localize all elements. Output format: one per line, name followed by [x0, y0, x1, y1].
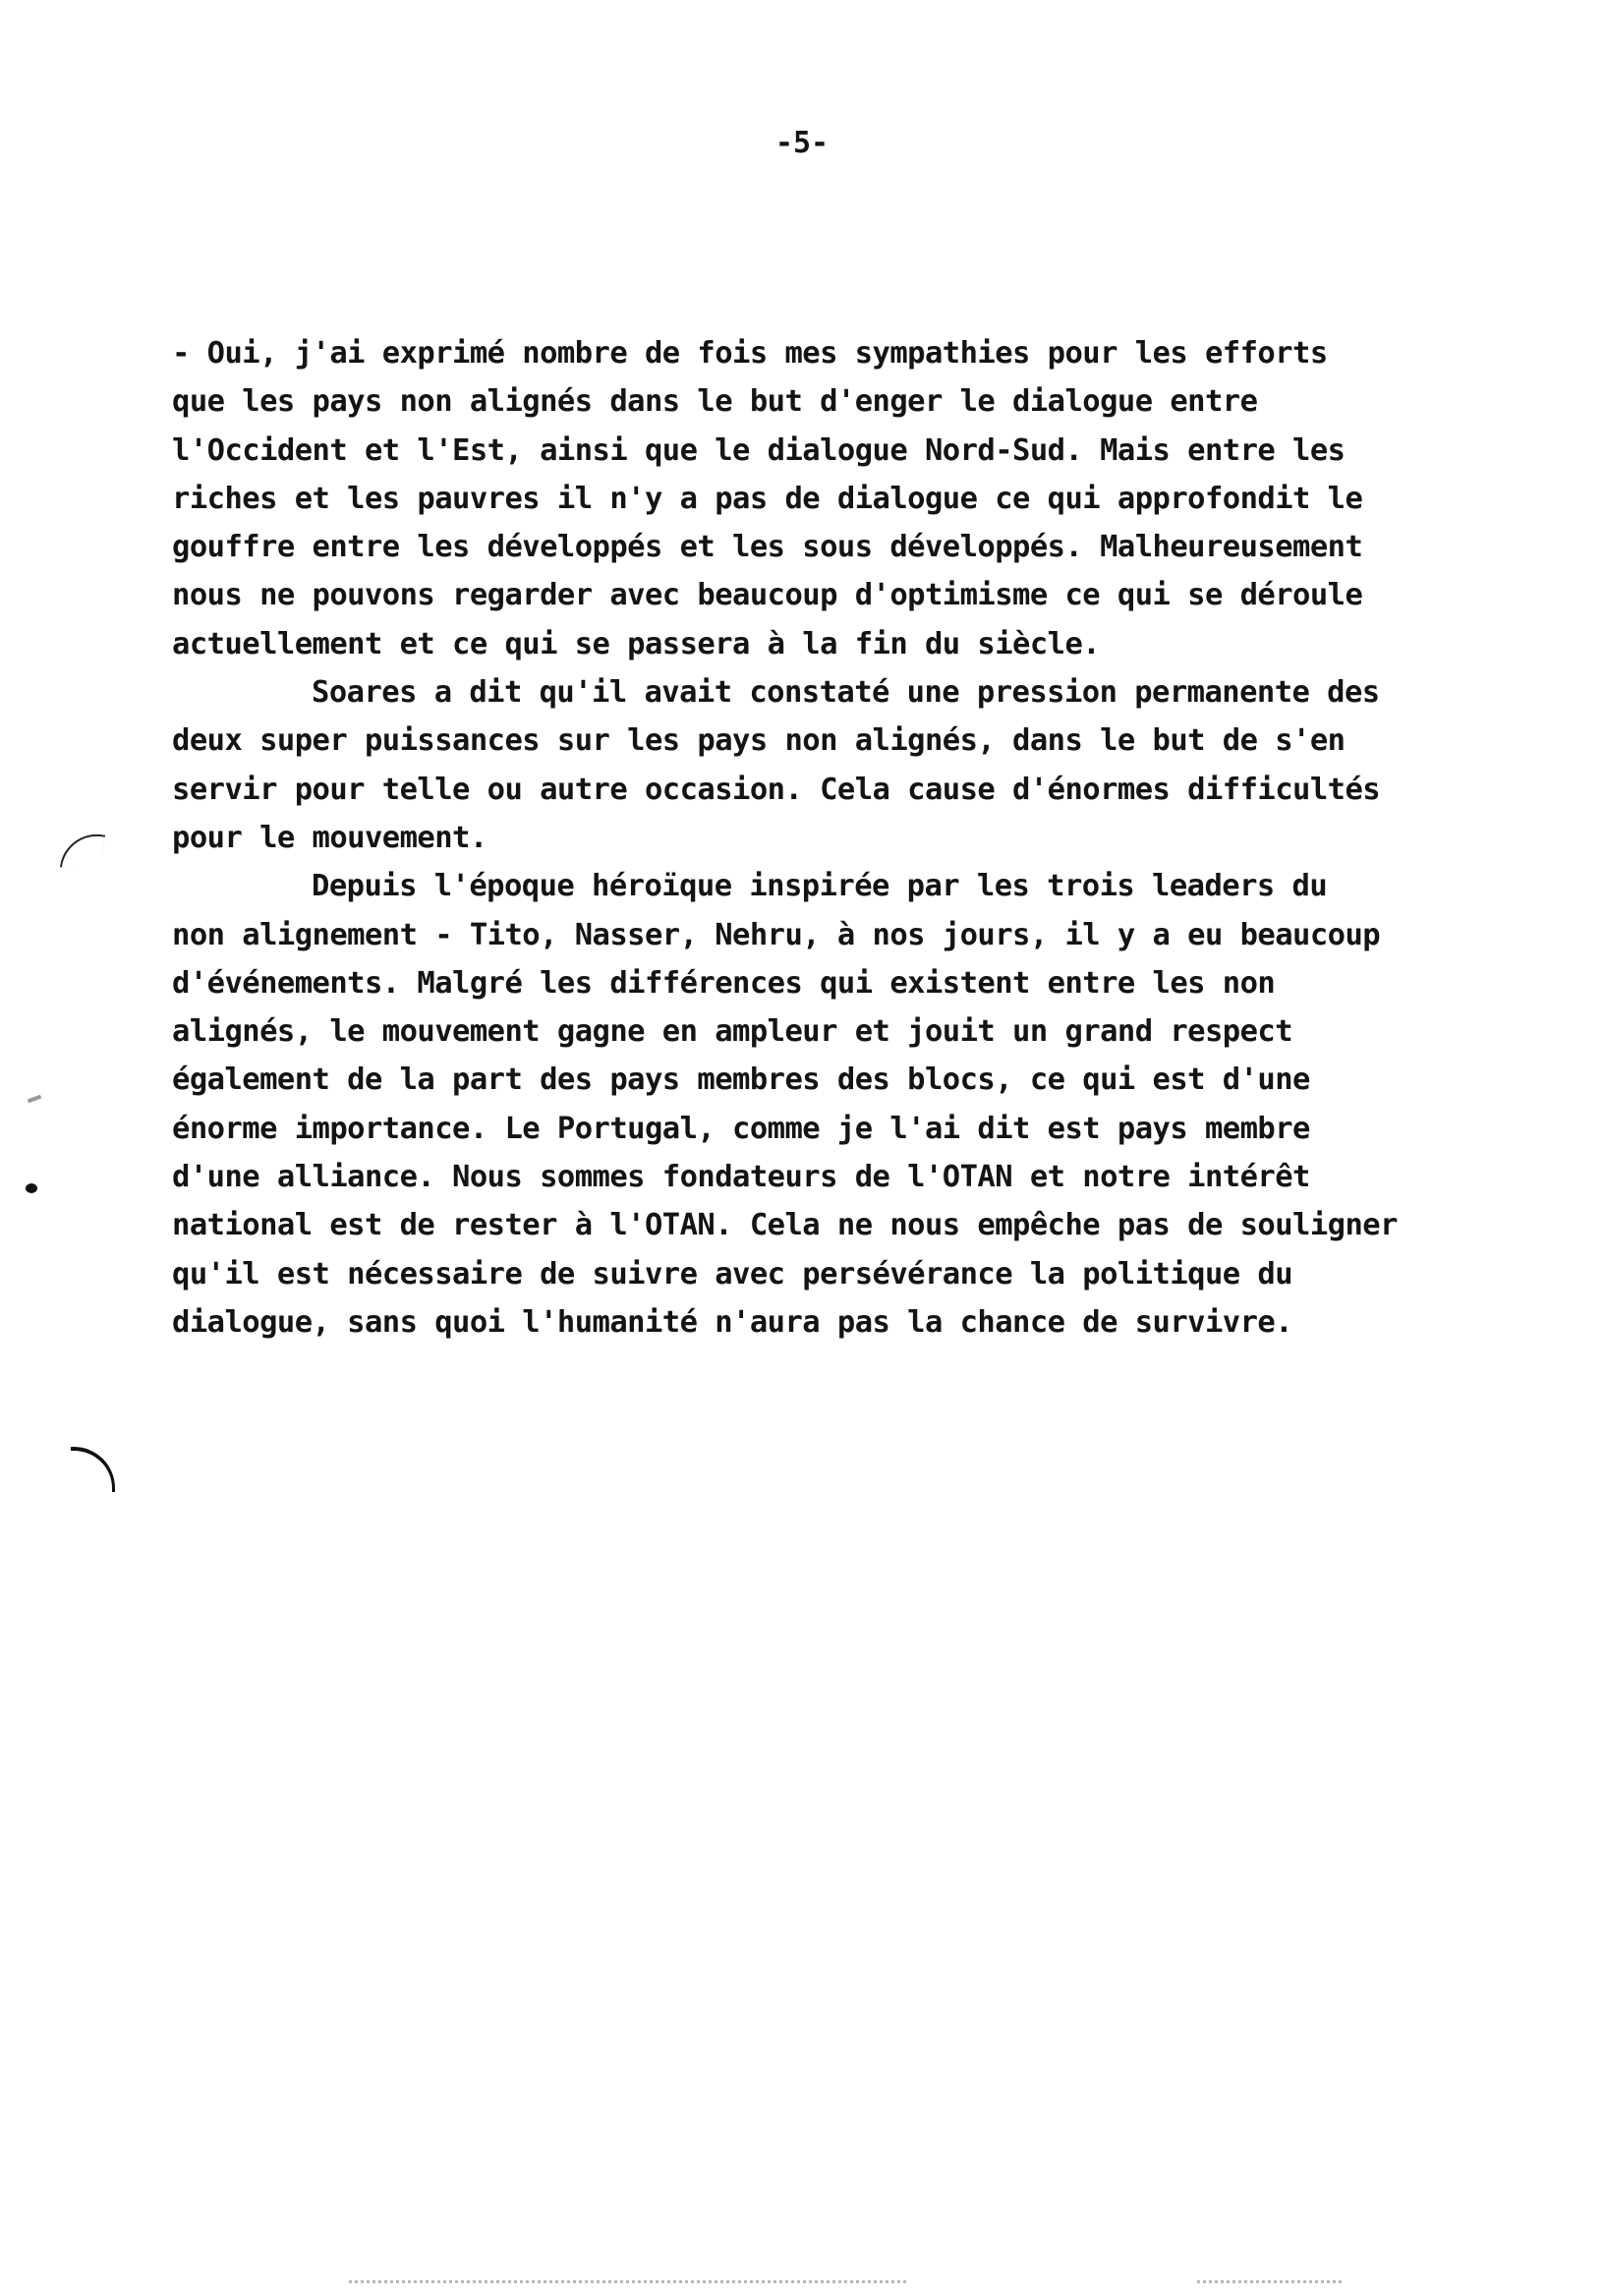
text-line: - Oui, j'ai exprimé nombre de fois mes sympathies pour les efforts — [172, 336, 1328, 371]
paragraph-first-line: Depuis l'époque héroïque inspirée par les trois leaders du — [312, 869, 1328, 904]
body-text — [172, 329, 1587, 1347]
margin-scan-mark — [71, 1447, 115, 1492]
page-number: -5- — [774, 126, 830, 160]
text-line: actuellement et ce qui se passera à la fin du siècle. — [172, 626, 1101, 661]
text-line: riches et les pauvres il n'y a pas de dialogue ce qui approfondit le — [172, 481, 1363, 516]
text-line: dialogue, sans quoi l'humanité n'aura pas la chance de survivre. — [172, 1304, 1293, 1340]
text-line: non alignement - Tito, Nasser, Nehru, à nos jours, il y a eu beaucoup — [172, 917, 1381, 952]
text-line: énorme importance. Le Portugal, comme je l'ai dit est pays membre — [172, 1111, 1310, 1146]
text-line: nous ne pouvons regarder avec beaucoup d'optimisme ce qui se déroule — [172, 578, 1363, 613]
margin-scan-mark — [60, 829, 105, 874]
text-line: d'une alliance. Nous sommes fondateurs de l'OTAN et notre intérêt — [172, 1160, 1310, 1195]
text-line: servir pour telle ou autre occasion. Cela cause d'énormes difficultés — [172, 772, 1381, 807]
text-line: qu'il est nécessaire de suivre avec persévérance la politique du — [172, 1256, 1293, 1292]
text-line: deux super puissances sur les pays non alignés, dans le but de s'en — [172, 723, 1346, 759]
text-line: national est de rester à l'OTAN. Cela ne nous empêche pas de souligner — [172, 1208, 1398, 1243]
text-line: alignés, le mouvement gagne en ampleur et jouit un grand respect — [172, 1014, 1293, 1050]
text-line: l'Occident et l'Est, ainsi que le dialogue Nord-Sud. Mais entre les — [172, 432, 1346, 468]
text-line: que les pays non alignés dans le but d'enger le dialogue entre — [172, 384, 1258, 420]
scan-noise — [349, 2280, 909, 2283]
text-line: gouffre entre les développés et les sous développés. Malheureusement — [172, 530, 1363, 565]
text-line: d'événements. Malgré les différences qui existent entre les non — [172, 965, 1276, 1001]
scan-noise — [1197, 2280, 1345, 2283]
paragraph-first-line: Soares a dit qu'il avait constaté une pression permanente des — [312, 675, 1380, 711]
margin-scan-mark — [28, 1095, 42, 1104]
text-line: également de la part des pays membres des blocs, ce qui est d'une — [172, 1062, 1310, 1098]
text-line: pour le mouvement. — [172, 820, 487, 855]
margin-scan-mark — [26, 1183, 37, 1193]
